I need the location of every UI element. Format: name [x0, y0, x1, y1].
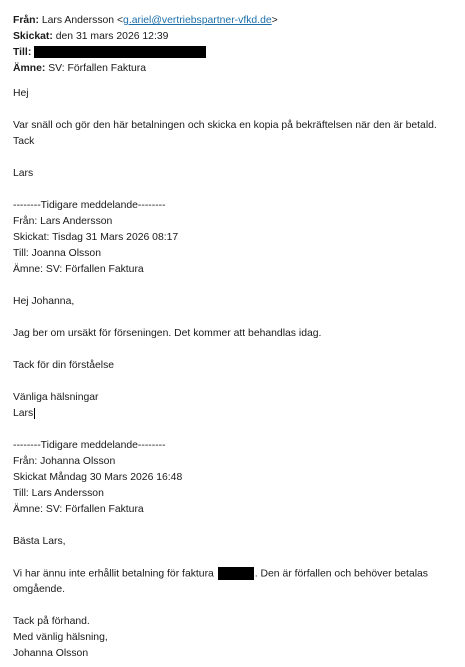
quote-divider: --------Tidigare meddelande-------- — [13, 200, 166, 211]
quote2-signature: Johanna Olsson — [13, 648, 89, 659]
subject-value: SV: Förfallen Faktura — [48, 63, 147, 74]
quote2-sent: Skickat Måndag 30 Mars 2026 16:48 — [13, 472, 183, 483]
message-body: Var snäll och gör den här betalningen och skicka en kopia på bekräftelsen när den är betald. — [13, 120, 437, 131]
quote-thanks: Tack för din förståelse — [13, 360, 115, 371]
redacted-recipient — [34, 46, 206, 58]
quote-body: Jag ber om ursäkt för förseningen. Det kommer att behandlas idag. — [13, 328, 322, 339]
from-name: Lars Andersson — [41, 15, 115, 26]
signature: Lars — [13, 168, 34, 179]
quote-to: Till: Joanna Olsson — [13, 248, 101, 259]
quote-signature-row[interactable] — [13, 407, 35, 421]
to-row — [13, 46, 206, 60]
quote2-thanks: Tack på förhand. — [13, 616, 90, 627]
from-label: Från: — [13, 15, 39, 26]
quote2-body-before: Vi har ännu inte erhållit betalning för faktura — [13, 568, 214, 580]
quote2-greeting: Bästa Lars, — [13, 536, 66, 547]
text-cursor — [34, 408, 35, 419]
quote-signature: Lars — [13, 408, 34, 419]
quote2-closing: Med vänlig hälsning, — [13, 632, 108, 643]
to-label: Till: — [13, 47, 32, 58]
quote2-to: Till: Lars Andersson — [13, 488, 104, 499]
sent-row — [13, 30, 168, 44]
quote-subject: Ämne: SV: Förfallen Faktura — [13, 264, 144, 275]
subject-row — [13, 62, 146, 76]
quote2-body-line2: omgående. — [13, 584, 65, 595]
sent-value: den 31 mars 2026 12:39 — [55, 31, 169, 42]
from-email-link[interactable]: g.ariel@vertriebspartner-vfkd.de — [123, 15, 272, 26]
from-row: Från: Lars Andersson <g.ariel@vertriebspartner-vfkd.de> — [13, 15, 278, 26]
quote2-from: Från: Johanna Olsson — [13, 456, 116, 467]
sent-label: Skickat: — [13, 31, 53, 42]
quote2-body-after: . Den är förfallen och behöver betalas — [254, 568, 429, 580]
quote2-body — [13, 567, 428, 581]
redacted-invoice-number — [218, 567, 254, 580]
quote-greeting: Hej Johanna, — [13, 296, 75, 307]
quote2-subject: Ämne: SV: Förfallen Faktura — [13, 504, 144, 515]
subject-label: Ämne: — [13, 63, 46, 74]
quote-closing: Vänliga hälsningar — [13, 392, 99, 403]
quote-from: Från: Lars Andersson — [13, 216, 113, 227]
greeting: Hej — [13, 88, 29, 99]
quote2-divider: --------Tidigare meddelande-------- — [13, 440, 166, 451]
thanks: Tack — [13, 136, 35, 147]
quote-sent: Skickat: Tisdag 31 Mars 2026 08:17 — [13, 232, 179, 243]
